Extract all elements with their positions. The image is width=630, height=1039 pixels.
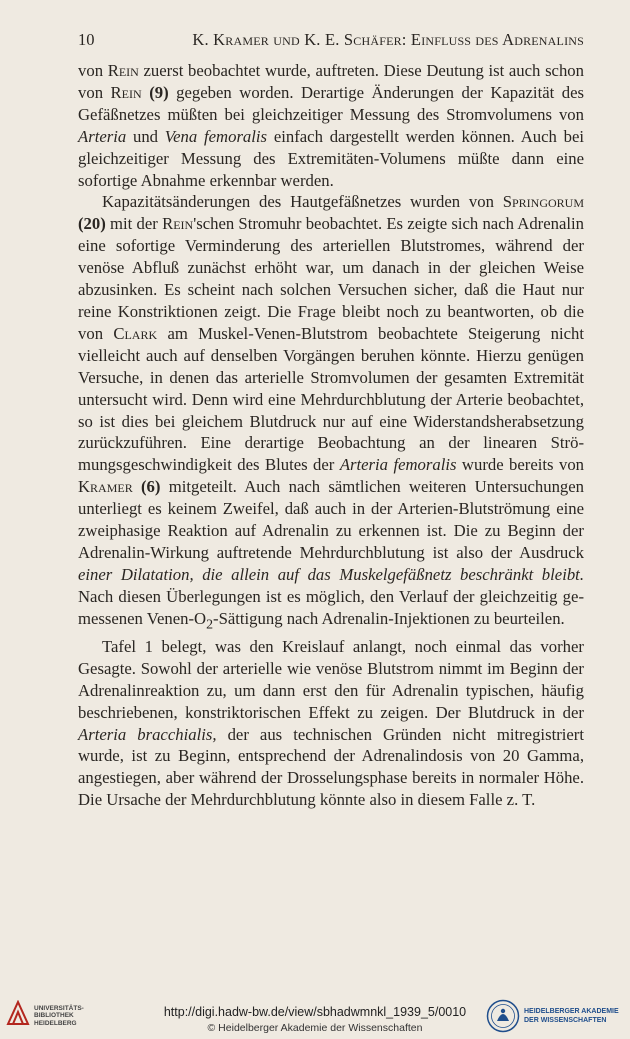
- text-run: -Sättigung nach Adrenalin-Injektionen zu beurteilen.: [213, 608, 565, 628]
- library-name-line: UNIVERSITÄTS-: [34, 1005, 84, 1012]
- library-name-line: HEIDELBERG: [34, 1019, 77, 1027]
- paragraph-1: [78, 60, 584, 191]
- author-name: Rein: [110, 82, 142, 102]
- text-run: einfach dargestellt werden können. Auch bei gleichzeitiger Messung des Extremitäten-Volumens müßte dann eine sofortige Abnahme erkennbar werden.: [78, 126, 584, 190]
- copyright-notice: © Heidelberger Akademie der Wissenschaften: [207, 1022, 423, 1034]
- text-run: und: [126, 126, 165, 146]
- author-name: Kramer: [78, 477, 133, 497]
- running-head: K. Kramer und K. E. Schäfer: Einfluß des Adrenalins: [192, 30, 584, 49]
- latin-term: Vena femoralis: [164, 126, 268, 146]
- page-number: 10: [78, 30, 95, 49]
- latin-term: Arteria femoralis: [339, 455, 457, 475]
- text-run: 'schen Stromuhr beobachtet. Es zeigte sich nach Adrenalin eine sofortige Verminderung des arteriellen Blutstromes, während der venöse Abfluß zunächst erhöht war, um danach in der gleichen Weise abzusinken. Es scheint nach solchen Versuchen sicher, daß die Haut nur reine Konstriktionen zeigt. Die Frage bleibt noch zu beantworten, ob die von: [78, 214, 584, 343]
- text-run: zuerst beobachtet wurde, auftreten. Diese Deutung ist auch schon von: [78, 61, 584, 102]
- author-name: Rein: [107, 61, 139, 80]
- author-name: Springorum: [502, 192, 584, 212]
- subscript: 2: [206, 616, 214, 632]
- page-header: [78, 30, 584, 54]
- text-run: Nach diesen Überlegungen ist es möglich, den Verlauf der gleichzeitig gemessenen Venen-O: [78, 586, 584, 628]
- emphasis: einer Dilatation, die allein auf das Muskelgefäßnetz beschränkt bleibt.: [78, 564, 584, 584]
- author-name: Rein: [162, 214, 194, 234]
- text-run: Kapazitätsänderungen des Hautgefäßnetzes wurden von: [102, 192, 503, 212]
- text-run: Tafel 1 belegt, was den Kreislauf anlangt, noch einmal das vorher Gesagte. Sowohl der arterielle wie venöse Blutstrom nimmt im Beginn der Adrenalinreaktion zu, um dann erst den für Adrenalin typischen, häufig beschriebenen, konstriktorischen Effekt zu zeigen. Der Blutdruck in der: [78, 636, 584, 722]
- academy-name-line: HEIDELBERGER AKADEMIE: [524, 1008, 619, 1015]
- text-run: der aus technischen Gründen nicht mitregistriert wurde, ist zu Beginn, entsprechend der Adrenalindosis von 20 Gamma, angestiegen, aber während der Drosselungsphase bereits in normaler Höhe. Die Ursache der Mehrdurchblutung könnte also in diesem Falle z. T.: [78, 724, 584, 810]
- latin-term: Arteria: [78, 126, 127, 146]
- latin-term: Arteria bracchialis,: [78, 724, 217, 744]
- academy-name-line: DER WISSENSCHAFTEN: [524, 1017, 607, 1024]
- text-run: am Muskel-Venen-Blutstrom beobachtete Steigerung nicht vielleicht auch auf denselben Vorgängen beruhen könnte. Hierzu genügen Versuche, in denen das arterielle Stromvolumen der gesamten Extremität untersucht wird. Denn wird eine Mehrdurchblutung der Arterie beobachtet, so ist dies bei gleichem Blutdruck nur auf eine Widerstandsherabsetzung zurückzuführen. Eine derartige Beobachtung an der linearen Strömungsgeschwindigkeit des Blutes der: [78, 323, 585, 475]
- viewer-footer: [0, 994, 630, 1039]
- academy-name: [524, 1007, 619, 1025]
- text-run: gegeben worden. Derartige Änderungen der Kapazität des Gefäßnetzes müßten bei gleichzeitiger Messung des Stromvolumens von: [78, 82, 584, 124]
- academy-seal-icon: [486, 999, 520, 1033]
- author-name: Clark: [113, 323, 158, 343]
- text-run: mit der: [105, 214, 163, 234]
- text-run: von: [78, 61, 108, 80]
- text-run: wurde bereits von: [456, 455, 585, 475]
- reference-number: (20): [78, 214, 106, 234]
- reference-number: (9): [149, 82, 169, 102]
- body-text: [78, 60, 584, 811]
- paragraph-3: [78, 636, 584, 811]
- paragraph-2: [78, 191, 584, 635]
- source-url-link[interactable]: http://digi.hadw-bw.de/view/sbhadwmnkl_1939_5/0010: [163, 1005, 467, 1019]
- reference-number: (6): [141, 477, 161, 497]
- library-name-line: BIBLIOTHEK: [34, 1012, 74, 1020]
- text-run: [133, 477, 141, 496]
- text-run: mitgeteilt. Auch nach sämtlichen weiteren Untersuchungen unterliegt es keinem Zweifel, daß auch in der Arterien-Blutströmung eine zweiphasige Reaktion auf Adrenalin zu erkennen ist. Die zu Beginn der Adrenalin-Wirkung auftretende Mehrdurchblutung ist also der Ausdruck: [78, 477, 585, 562]
